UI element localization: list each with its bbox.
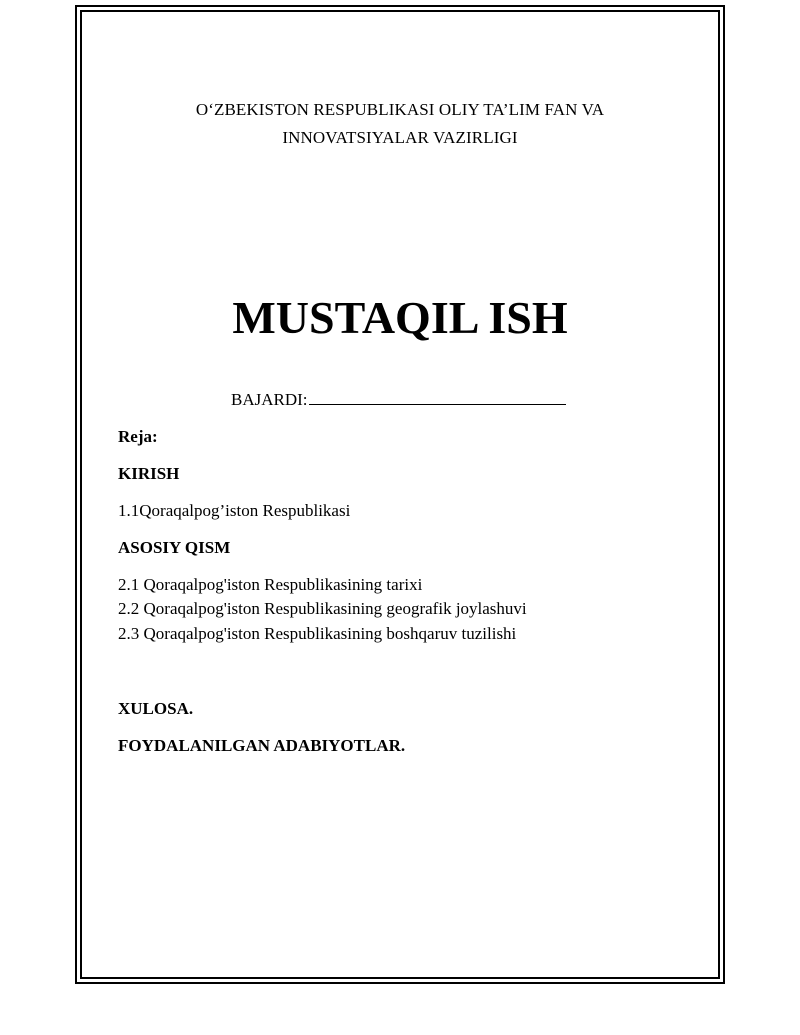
performer-field [231,388,566,412]
ministry-header [80,96,720,152]
plan-item-2-1: 2.1 Qoraqalpog'iston Respublikasining tarixi [118,575,423,594]
document-title: MUSTAQIL ISH [232,292,568,343]
references-heading: FOYDALANILGAN ADABIYOTLAR. [118,736,406,755]
ministry-line-1: O‘ZBEKISTON RESPUBLIKASI OLIY TA’LIM FAN VA [195,100,605,119]
plan-heading: Reja: [118,427,158,446]
conclusion-heading: XULOSA. [118,699,194,718]
plan-item-2-2: 2.2 Qoraqalpog'iston Respublikasining geografik joylashuvi [118,599,527,618]
intro-item: 1.1Qoraqalpog’iston Respublikasi [118,501,351,520]
performer-blank-line [309,388,566,405]
performer-label: BAJARDI: [231,390,308,409]
page-border-inner [80,10,720,979]
intro-heading: KIRISH [118,464,180,483]
plan-item-2-3: 2.3 Qoraqalpog'iston Respublikasining boshqaruv tuzilishi [118,624,517,643]
main-part-heading: ASOSIY QISM [118,538,231,557]
ministry-line-2: INNOVATSIYALAR VAZIRLIGI [282,128,518,147]
